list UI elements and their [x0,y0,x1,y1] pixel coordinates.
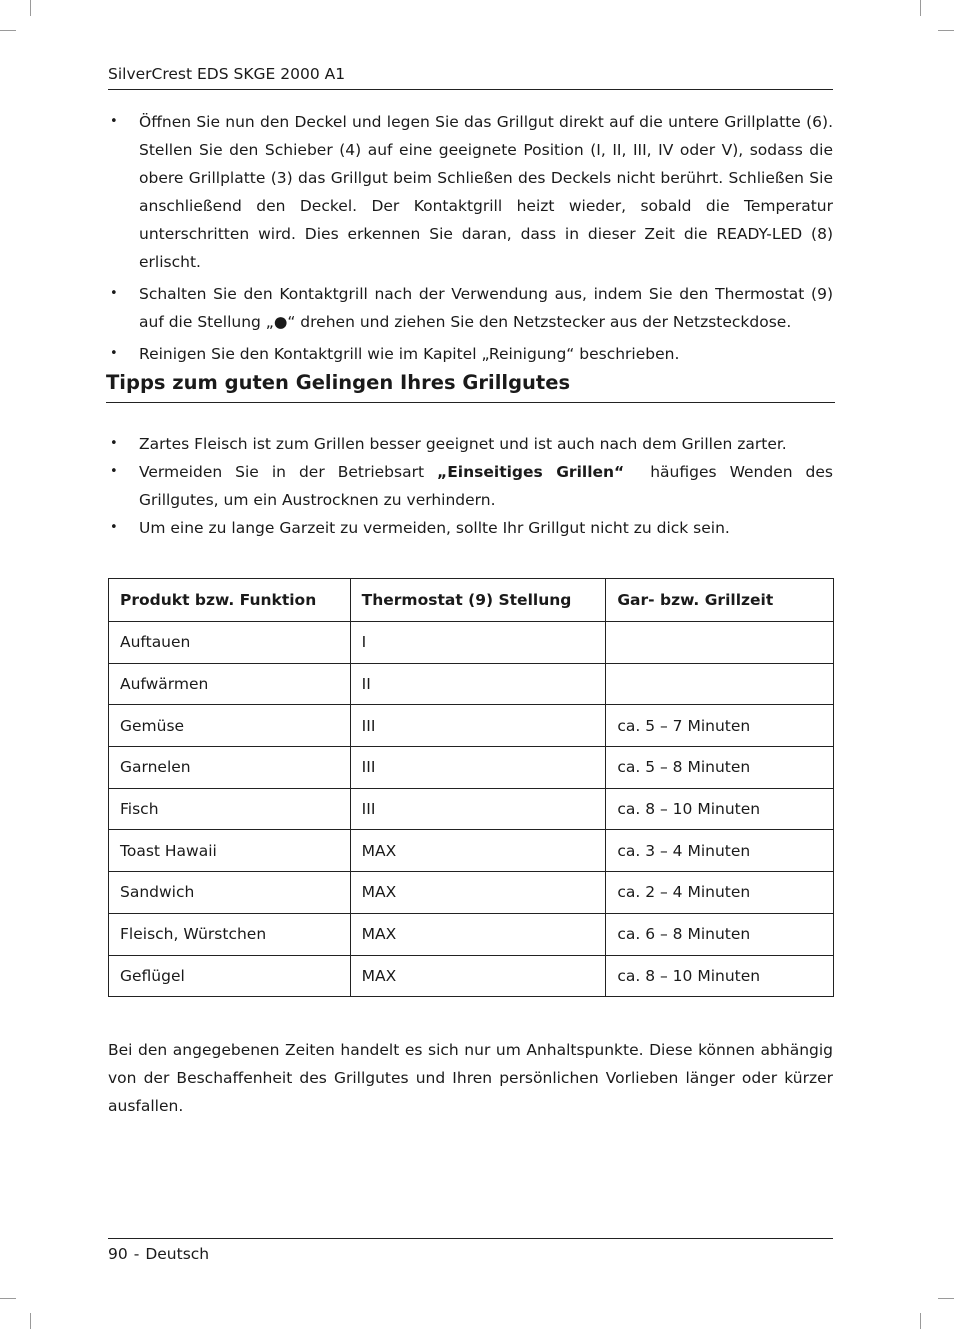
table-row [109,622,834,664]
bullet-icon: • [110,464,118,479]
cell-product: Garnelen [109,747,351,789]
list-item-text: Öffnen Sie nun den Deckel und legen Sie das Grillgut direkt auf die untere Grillplatte (6). Stellen Sie den Schieber (4) auf eine geeignete Position (I, II, III, IV oder V), sodass die obere Grillplatte (3) das Grillgut beim Schließen des Deckels nicht berührt. Schließen Sie anschließend den Deckel. Der Kontaktgrill heizt wieder, sobald die Temperatur unterschritten wird. Dies erkennen Sie daran, dass in dieser Zeit die READY-LED (8) erlischt. [139,113,833,271]
list-item-text: Reinigen Sie den Kontaktgrill wie im Kapitel „Reinigung“ beschrieben. [139,345,680,363]
column-header-thermostat: Thermostat (9) Stellung [350,579,606,622]
bullet-icon: • [110,286,118,301]
table-row [109,788,834,830]
column-header-product: Produkt bzw. Funktion [109,579,351,622]
table-row [109,955,834,997]
table-row [109,913,834,955]
section-heading: Tipps zum guten Gelingen Ihres Grillgutes [106,369,835,403]
list-item [108,340,833,368]
list-item-text: häufiges Wenden des Grillgutes, um ein Austrocknen zu verhindern. [139,463,838,509]
list-item-text: Zartes Fleisch ist zum Grillen besser geeignet und ist auch nach dem Grillen zarter. [139,435,787,453]
column-header-time: Gar- bzw. Grillzeit [606,579,834,622]
cell-time: ca. 6 – 8 Minuten [606,913,834,955]
cell-time: ca. 8 – 10 Minuten [606,955,834,997]
cell-thermostat: I [350,622,606,664]
list-item [108,108,833,276]
cell-thermostat: MAX [350,872,606,914]
cell-thermostat: MAX [350,955,606,997]
list-item-text: Schalten Sie den Kontaktgrill nach der Verwendung aus, indem Sie den Thermostat (9) auf die Stellung „●“ drehen und ziehen Sie den Netzstecker aus der Netzsteckdose. [139,285,833,331]
crop-mark [938,1298,954,1299]
crop-mark [920,1313,921,1329]
note-paragraph: Bei den angegebenen Zeiten handelt es sich nur um Anhaltspunkte. Diese können abhängig von der Beschaffenheit des Grillgutes und Ihren persönlichen Vorlieben länger oder kürzer ausfallen. [108,1041,833,1115]
list-item [108,514,833,542]
list-item-text: Um eine zu lange Garzeit zu vermeiden, sollte Ihr Grillgut nicht zu dick sein. [139,519,730,537]
cell-product: Auftauen [109,622,351,664]
cell-time: ca. 3 – 4 Minuten [606,830,834,872]
crop-mark [30,1313,31,1329]
list-item-text: Vermeiden Sie in der Betriebsart [139,463,438,481]
cell-product: Fisch [109,788,351,830]
bullet-icon: • [110,346,118,361]
table-row [109,705,834,747]
instruction-list [108,108,833,372]
cell-product: Gemüse [109,705,351,747]
grill-time-table [108,578,834,997]
page-number: 90 [108,1245,128,1263]
cell-product: Fleisch, Würstchen [109,913,351,955]
cell-time: ca. 8 – 10 Minuten [606,788,834,830]
cell-time: ca. 2 – 4 Minuten [606,872,834,914]
cell-time [606,663,834,705]
cell-product: Aufwärmen [109,663,351,705]
list-item [108,430,833,458]
crop-mark [30,0,31,16]
mode-name: „Einseitiges Grillen“ [437,463,625,481]
bullet-icon: • [110,436,118,451]
cell-time [606,622,834,664]
table-row [109,830,834,872]
list-item [108,458,838,514]
tips-list [108,430,838,542]
footer-language: Deutsch [145,1245,210,1263]
cell-thermostat: MAX [350,913,606,955]
crop-mark [938,30,954,31]
table-row [109,747,834,789]
bullet-icon: • [110,114,118,129]
cell-thermostat: III [350,705,606,747]
cell-product: Geflügel [109,955,351,997]
table-header-row [109,579,834,622]
cell-thermostat: III [350,788,606,830]
table-row [109,663,834,705]
bullet-icon: • [110,520,118,535]
cell-time: ca. 5 – 7 Minuten [606,705,834,747]
cell-product: Sandwich [109,872,351,914]
page-footer [108,1238,833,1264]
crop-mark [920,0,921,16]
list-item [108,280,833,336]
footer-separator: - [133,1245,140,1263]
cell-thermostat: III [350,747,606,789]
cell-product: Toast Hawaii [109,830,351,872]
table-row [109,872,834,914]
cell-thermostat: II [350,663,606,705]
cell-thermostat: MAX [350,830,606,872]
crop-mark [0,30,16,31]
running-header: SilverCrest EDS SKGE 2000 A1 [108,64,833,90]
cell-time: ca. 5 – 8 Minuten [606,747,834,789]
crop-mark [0,1298,16,1299]
